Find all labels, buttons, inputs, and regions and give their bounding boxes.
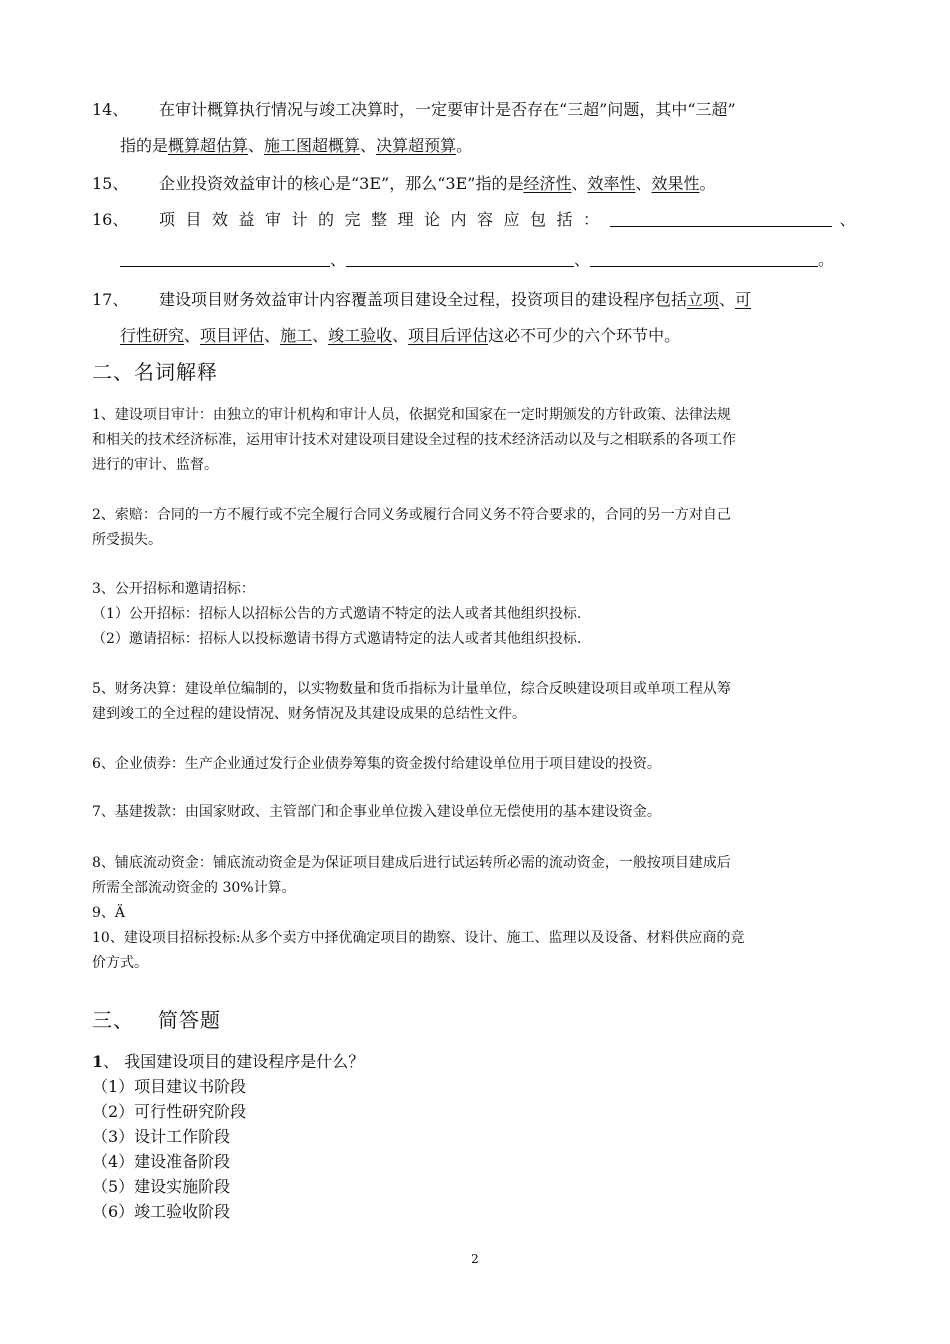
answer-step: （5）建设实施阶段 <box>92 1177 231 1196</box>
separator: 、 <box>248 136 265 155</box>
separator: 、 <box>312 326 329 345</box>
item-text: 指的是 <box>120 136 169 155</box>
definition-6 <box>92 752 862 777</box>
item-number: 15、 <box>92 174 129 193</box>
answer-step: （2）可行性研究阶段 <box>92 1102 247 1121</box>
answer-blank <box>346 248 574 267</box>
fill-in-item-14 <box>92 92 862 164</box>
definition-line: 建到竣工的全过程的建设情况、财务情况及其建设成果的总结性文件。 <box>92 706 526 722</box>
answer-underlined: 立项 <box>687 290 720 309</box>
period: 。 <box>699 174 716 193</box>
answer-underlined: 效果性 <box>651 174 700 193</box>
definition-10-line: 10、建设项目招标投标:从多个卖方中择优确定项目的勘察、设计、施工、监理以及设备、材料供应商的竞 <box>92 930 745 946</box>
fill-in-item-16 <box>92 202 862 278</box>
answer-underlined: 施工图超概算 <box>264 136 361 155</box>
period: 。 <box>818 250 835 269</box>
definition-line: 和相关的技术经济标准，运用审计技术对建设项目建设全过程的技术经济活动以及与之相联系的各项工作 <box>92 432 736 448</box>
question-line <box>92 1049 862 1074</box>
item-text: 项目效益审计的完整理论内容应包括： <box>159 210 610 229</box>
separator: 、 <box>360 136 377 155</box>
answer-underlined: 施工 <box>280 326 313 345</box>
definition-line: 6、企业债券：生产企业通过发行企业债券筹集的资金拨付给建设单位用于项目建设的投资。 <box>92 756 661 772</box>
definition-line: 8、铺底流动资金：铺底流动资金是为保证项目建成后进行试运转所必需的流动资金，一般按项目建成后 <box>92 855 731 871</box>
separator: 、 <box>719 290 736 309</box>
answer-underlined: 项目后评估 <box>408 326 489 345</box>
short-answer-1 <box>92 1049 862 1224</box>
definition-line: 1、建设项目审计：由独立的审计机构和审计人员，依据党和国家在一定时期颁发的方针政策、法律法规 <box>92 407 731 423</box>
section-heading-short-answer <box>92 1006 221 1034</box>
separator: 、 <box>184 326 201 345</box>
answer-blank <box>610 208 832 227</box>
item-number: 14、 <box>92 100 129 119</box>
definition-3 <box>92 577 862 652</box>
item-number: 17、 <box>92 290 129 309</box>
heading-text: 简答题 <box>158 1008 221 1032</box>
definition-2 <box>92 503 862 553</box>
separator: 、 <box>264 326 281 345</box>
fill-in-item-15 <box>92 166 862 202</box>
question-number: 1 <box>92 1052 104 1071</box>
definition-1 <box>92 403 862 478</box>
definition-line: 5、财务决算：建设单位编制的，以实物数量和货币指标为计量单位，综合反映建设项目或单项工程从筹 <box>92 681 731 697</box>
page-number: 2 <box>471 1252 479 1266</box>
answer-blank <box>590 248 818 267</box>
definition-line: （2）邀请招标：招标人以投标邀请书得方式邀请特定的法人或者其他组织投标. <box>92 631 582 647</box>
separator: 、 <box>392 326 409 345</box>
separator: 、 <box>330 250 347 269</box>
definition-line: 所需全部流动资金的 30%计算。 <box>92 880 296 896</box>
question-text: 、 我国建设项目的建设程序是什么？ <box>103 1052 365 1071</box>
definition-line: （1）公开招标：招标人以招标公告的方式邀请不特定的法人或者其他组织投标. <box>92 606 582 622</box>
definition-line: 进行的审计、监督。 <box>92 457 218 473</box>
definition-line: 所受损失。 <box>92 532 162 548</box>
definition-line: 3、公开招标和邀请招标： <box>92 581 255 597</box>
answer-underlined: 效率性 <box>587 174 636 193</box>
definition-line: 2、索赔：合同的一方不履行或不完全履行合同义务或履行合同义务不符合要求的，合同的另一方对自己 <box>92 507 731 523</box>
answer-step: （4）建设准备阶段 <box>92 1152 231 1171</box>
item-number: 16、 <box>92 210 129 229</box>
item-text: 企业投资效益审计的核心是“3E”，那么“3E”指的是 <box>159 174 524 193</box>
item-text: 建设项目财务效益审计内容覆盖项目建设全过程，投资项目的建设程序包括 <box>159 290 688 309</box>
answer-underlined: 可 <box>735 290 752 309</box>
period: 。 <box>456 136 473 155</box>
definition-line: 7、基建拨款：由国家财政、主管部门和企事业单位拨入建设单位无偿使用的基本建设资金。 <box>92 804 661 820</box>
separator: 、 <box>635 174 652 193</box>
answer-underlined: 项目评估 <box>200 326 265 345</box>
answer-step: （6）竣工验收阶段 <box>92 1202 231 1221</box>
item-text: 在审计概算执行情况与竣工决算时，一定要审计是否存在“三超”问题，其中“三超” <box>159 100 736 119</box>
separator: 、 <box>574 250 591 269</box>
answer-underlined: 经济性 <box>523 174 572 193</box>
answer-blank <box>120 248 330 267</box>
definition-5 <box>92 677 862 727</box>
answer-underlined: 行性研究 <box>120 326 185 345</box>
answer-step: （3）设计工作阶段 <box>92 1127 231 1146</box>
heading-number: 三、 <box>92 1008 134 1032</box>
definition-10-line: 价方式。 <box>92 955 148 971</box>
definition-7 <box>92 800 862 825</box>
separator: 、 <box>571 174 588 193</box>
answer-step: （1）项目建议书阶段 <box>92 1077 247 1096</box>
answer-underlined: 决算超预算 <box>376 136 457 155</box>
section-heading-terms: 二、名词解释 <box>92 360 218 384</box>
answer-underlined: 竣工验收 <box>328 326 393 345</box>
definition-8 <box>92 851 862 976</box>
item-text: 这必不可少的六个环节中。 <box>488 326 681 345</box>
separator: 、 <box>839 210 856 229</box>
fill-in-item-17 <box>92 282 862 354</box>
answer-underlined: 概算超估算 <box>168 136 249 155</box>
definition-9: 9、Ä <box>92 905 126 921</box>
